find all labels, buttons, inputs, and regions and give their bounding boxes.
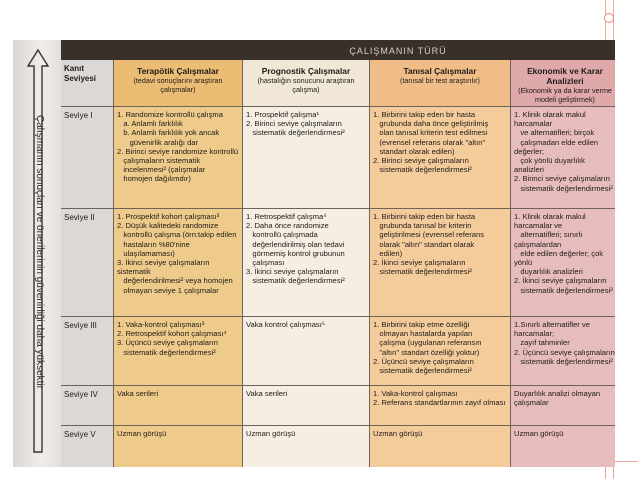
column-title: Terapötik Çalışmalar: [137, 66, 219, 76]
cell-line: Vaka kontrol çalışması⁵: [246, 320, 325, 329]
cell-line: kontrollü çalışma (örn:takip edilen: [117, 230, 237, 240]
cell-line: 1. Klinik olarak makul harcamalar: [514, 110, 588, 129]
evidence-table-photo: [13, 40, 615, 467]
table-cell: [114, 426, 242, 467]
table-cell: [511, 426, 615, 467]
cell-line: sistematik değerlendirmesi²: [514, 285, 613, 295]
cell-line: ulaşılamaması): [117, 248, 175, 258]
cell-line: 1. Prospektif kohort çalışması³: [117, 212, 220, 221]
cell-line: grubunda daha önce geliştirilmiş: [373, 119, 489, 129]
reliability-axis: [13, 40, 61, 467]
table-cell: [511, 386, 615, 425]
table-cell: [114, 317, 242, 385]
cell-line: Uzman görüşü: [117, 429, 167, 438]
cell-line: zayıf tahminler: [514, 338, 570, 348]
cell-line: Vaka serileri: [117, 389, 159, 398]
cell-line: Vaka serileri: [246, 389, 288, 398]
cell-line: görmemiş kontrol grubunun: [246, 248, 345, 258]
cell-line: 2. Birinci seviye randomize kontrollü: [117, 146, 239, 156]
table-cell: [114, 386, 242, 425]
cell-line: çalışmaların sistematik: [117, 156, 201, 166]
table-cell: [243, 209, 369, 316]
cell-line: kontrollü çalışmada: [246, 230, 318, 240]
cell-line: sistematik değerlendirmesi²: [373, 165, 472, 175]
cell-line: 2. Üçüncü seviye çalışmaların: [514, 347, 615, 357]
cell-line: Uzman görüşü: [246, 429, 296, 438]
row-level-label: Seviye V: [61, 426, 113, 467]
cell-line: 2. İkinci seviye çalışmaların: [514, 276, 607, 286]
table-cell: [370, 209, 510, 316]
cell-line: 2. Birinci seviye çalışmaların: [514, 174, 610, 184]
column-header-ekonomik: [511, 60, 615, 106]
cell-line: 3. İkinci seviye çalışmaların: [246, 267, 339, 277]
cell-line: Uzman görüşü: [514, 429, 564, 438]
cell-line: 1. Birbirini takip eden bir hasta: [373, 212, 476, 221]
cell-line: 1.Sınırlı alternatifler ve harcamalar;: [514, 320, 593, 339]
column-title: Tanısal Çalışmalar: [403, 66, 477, 76]
cell-line: çalışma (uygulanan referansın: [373, 338, 482, 348]
cell-line: olmayan hastalarda yapılan: [373, 329, 473, 339]
cell-line: olan tanısal kriterin test edilmesi: [373, 128, 488, 138]
cell-line: 1. Randomize kontrollü çalışma: [117, 110, 223, 119]
column-header-tanisal: [370, 60, 510, 106]
cell-line: 1. Prospektif çalışma¹: [246, 110, 320, 119]
cell-line: grubunda tanısal bir kriterin: [373, 221, 472, 231]
cell-line: "altın" standart özelliği yoktur): [373, 347, 480, 357]
cell-line: 2. Retrospektif kohort çalışması⁴: [117, 329, 227, 339]
cell-line: çalışması: [246, 258, 285, 268]
study-type-banner: ÇALIŞMANIN TÜRÜ: [61, 40, 615, 60]
cell-line: b. Anlamlı farklılık yok ancak: [117, 128, 220, 138]
cell-line: 2. Üçüncü seviye çalışmaların: [373, 356, 474, 366]
row-level-label: Seviye II: [61, 209, 113, 316]
table-cell: [243, 107, 369, 208]
table-cell: [243, 426, 369, 467]
cell-line: ve alternatifleri; birçok: [514, 128, 595, 138]
cell-line: duyarlılık analizleri: [514, 267, 583, 277]
column-header-prognostik: [243, 60, 369, 106]
cell-line: sistematik değerlendirmesi²: [373, 267, 472, 277]
cell-line: 1. Birbirini takip etme özelliği: [373, 320, 470, 329]
table-cell: [243, 317, 369, 385]
table-cell: [243, 386, 369, 425]
cell-line: 2. Daha önce randomize: [246, 221, 329, 231]
column-subtitle: (Ekonomik ya da karar verme modeli geliştirmek): [518, 86, 612, 104]
cell-line: 1. Birbirini takip eden bir hasta: [373, 110, 476, 119]
row-level-label: Seviye I: [61, 107, 113, 208]
cell-line: incelenmesi² (çalışmalar: [117, 165, 206, 175]
cell-line: güvenirlik aralığı dar: [117, 137, 199, 147]
cell-line: 1. Klinik olarak makul harcamalar ve: [514, 212, 588, 231]
column-subtitle: (hastalığın sonucunu araştıran çalışma): [257, 76, 355, 94]
cell-line: a. Anlamlı farklılık: [117, 119, 183, 129]
evidence-grid: [61, 60, 615, 467]
cell-line: alternatifleri; sınırlı çalışmalardan: [514, 230, 585, 249]
corner-label: Seviyesi: [64, 74, 97, 83]
reliability-axis-label: Çalışmanın sonuçları ve önerilerinin güvenirliği daha yüksektir: [34, 114, 45, 390]
frame-dot: [604, 13, 614, 23]
cell-line: sistematik değerlendirmesi²: [514, 356, 613, 366]
cell-line: 1. Vaka-kontrol çalışması³: [117, 320, 205, 329]
cell-line: geliştirilmesi (evrensel referans: [373, 230, 485, 240]
cell-line: olmayan seviye 1 çalışmalar: [117, 285, 219, 295]
cell-line: Uzman görüşü: [373, 429, 423, 438]
column-header-terapotik: [114, 60, 242, 106]
column-title: Ekonomik ve Karar Analizleri: [527, 66, 603, 86]
cell-line: (evrensel referans olarak "altın": [373, 137, 486, 147]
cell-line: 2. Referans standartlarının zayıf olması: [373, 398, 506, 408]
corner-label: Kanıt: [64, 64, 84, 73]
cell-line: sistematik değerlendirmesi²: [514, 183, 613, 193]
cell-line: sistematik değerlendirmesi²: [246, 128, 345, 138]
table-cell: [511, 209, 615, 316]
cell-line: sistematik değerlendirmesi²: [246, 276, 345, 286]
cell-line: değerlendirilmiş olan tedavi: [246, 239, 345, 249]
cell-line: 2. Birinci seviye çalışmaların: [373, 156, 469, 166]
table-cell: [511, 107, 615, 208]
cell-line: 2. Düşük kalitedeki randomize: [117, 221, 219, 231]
cell-line: 3. İkinci seviye çalışmaların sistematik: [117, 258, 212, 277]
cell-line: Duyarlılık analizi olmayan çalışmalar: [514, 389, 603, 408]
cell-line: 2. Birinci seviye çalışmaların: [246, 119, 342, 129]
cell-line: sistematik değerlendirmesi²: [373, 366, 472, 376]
evidence-table: [61, 40, 615, 467]
cell-line: çalışmadan elde edilen değerler;: [514, 137, 601, 156]
cell-line: 1. Vaka-kontrol çalışması: [373, 389, 458, 398]
table-cell: [370, 386, 510, 425]
cell-line: hastaların %80'nine: [117, 239, 190, 249]
cell-line: değerlendirilmesi² veya homojen: [117, 276, 233, 286]
cell-line: elde edilen değerler; çok yönlü: [514, 248, 606, 268]
cell-line: çok yönlü duyarlılık analizleri: [514, 156, 588, 175]
cell-line: olarak "altın" standart olarak: [373, 239, 475, 249]
table-cell: [511, 317, 615, 385]
table-cell: [370, 107, 510, 208]
cell-line: homojen dağılımdır): [117, 174, 191, 184]
table-cell: [370, 426, 510, 467]
table-cell: [114, 209, 242, 316]
corner-header: [61, 60, 113, 106]
row-level-label: Seviye III: [61, 317, 113, 385]
cell-line: sistematik değerlendirmesi²: [117, 347, 216, 357]
cell-line: standart olarak edilen): [373, 146, 455, 156]
cell-line: edilen): [373, 248, 403, 258]
column-subtitle: (tedavi sonuçlarını araştıran çalışmalar): [133, 76, 223, 94]
column-title: Prognostik Çalışmalar: [261, 66, 351, 76]
cell-line: 1. Retrospektif çalışma⁴: [246, 212, 327, 221]
column-subtitle: (tanısal bir test araştırılır): [400, 76, 480, 85]
table-cell: [114, 107, 242, 208]
cell-line: 2. İkinci seviye çalışmaların: [373, 258, 466, 268]
table-cell: [370, 317, 510, 385]
row-level-label: Seviye IV: [61, 386, 113, 425]
cell-line: 3. Üçüncü seviye çalışmaların: [117, 338, 218, 348]
